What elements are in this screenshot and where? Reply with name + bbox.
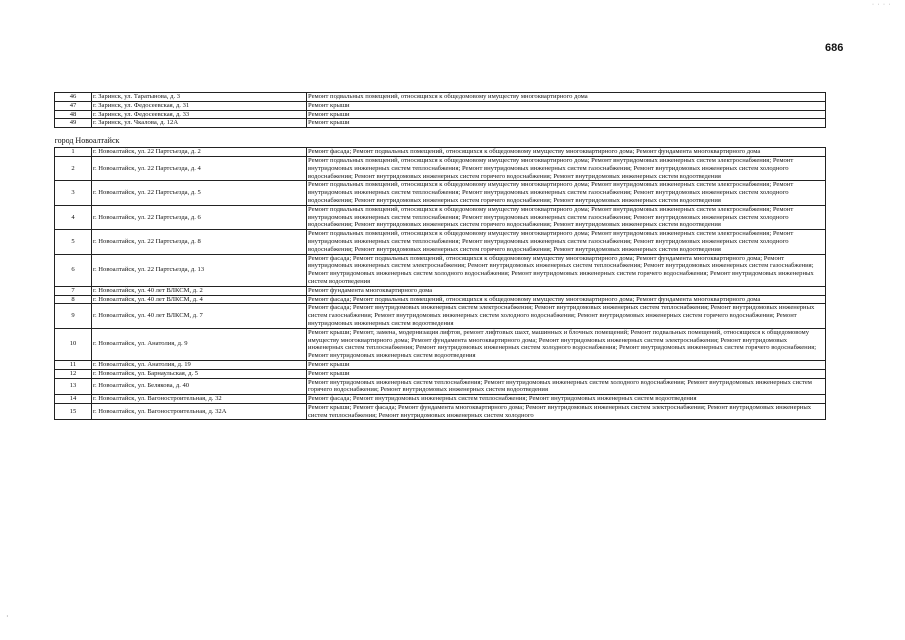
row-work-description: Ремонт фасада; Ремонт подвальных помещений, относящихся к общедомовому имуществу многоквартирного дома; Ремонт фундамента многоквартирного дома (307, 295, 826, 304)
city-heading: город Новоалтайск (54, 136, 120, 146)
row-number: 5 (55, 230, 92, 254)
table-row (55, 119, 826, 128)
row-work-description: Ремонт фасада; Ремонт внутридомовых инженерных систем теплоснабжения; Ремонт внутридомовых инженерных систем водоотведения (307, 395, 826, 404)
row-address: г. Новоалтайск, ул. 22 Партсъезда, д. 5 (92, 181, 307, 205)
row-address: г. Новоалтайск, ул. Анатолия, д. 9 (92, 328, 307, 360)
row-number: 47 (55, 101, 92, 110)
row-work-description: Ремонт подвальных помещений, относящихся к общедомовому имуществу многоквартирного дома; Ремонт внутридомовых инженерных систем электроснабжения; Ремонт внутридомовых инженерных систем теплоснабжения; Ремонт внутридомовых инженерных систем газоснабжения; Ремонт внутридомовых инженерных систем холодного водоснабжения; Ремонт внутридомовых инженерных систем горячего водоснабжения; Ремонт внутридомовых инженерных систем водоотведения (307, 181, 826, 205)
row-address: г. Заринск, ул. Федосеевская, д. 33 (92, 110, 307, 119)
table-row (55, 148, 826, 157)
row-number: 11 (55, 360, 92, 369)
row-number: 10 (55, 328, 92, 360)
scan-artifact: · · · · (872, 2, 892, 8)
row-address: г. Заринск, ул. Таратынова, д. 3 (92, 93, 307, 102)
repair-works-table (54, 92, 826, 420)
table-row (55, 101, 826, 110)
row-number: 13 (55, 378, 92, 395)
row-address: г. Новоалтайск, ул. 22 Партсъезда, д. 8 (92, 230, 307, 254)
row-work-description: Ремонт крыши (307, 101, 826, 110)
table-row (55, 403, 826, 420)
row-work-description: Ремонт крыши; Ремонт фасада; Ремонт фундамента многоквартирного дома; Ремонт внутридомовых инженерных систем электроснабжения; Ремонт внутридомовых инженерных систем теплоснабжения; Ремонт внутридомовых инженерных систем холодного (307, 403, 826, 420)
row-number: 7 (55, 286, 92, 295)
row-work-description: Ремонт внутридомовых инженерных систем теплоснабжения; Ремонт внутридомовых инженерных систем холодного водоснабжения; Ремонт внутридомовых инженерных систем горячего водоснабжения; Ремонт внутридомовых инженерных систем водоотведения (307, 378, 826, 395)
row-work-description: Ремонт крыши (307, 360, 826, 369)
row-number: 46 (55, 93, 92, 102)
row-work-description: Ремонт крыши (307, 119, 826, 128)
row-number: 8 (55, 295, 92, 304)
table-row (55, 395, 826, 404)
row-address: г. Новоалтайск, ул. 22 Партсъезда, д. 4 (92, 156, 307, 180)
row-work-description: Ремонт фасада; Ремонт внутридомовых инженерных систем электроснабжения; Ремонт внутридомовых инженерных систем теплоснабжения; Ремонт внутридомовых инженерных систем газоснабжения; Ремонт внутридомовых инженерных систем холодного водоснабжения; Ремонт внутридомовых инженерных систем горячего водоснабжения; Ремонт внутридомовых инженерных систем водоотведения (307, 304, 826, 328)
table-row (55, 328, 826, 360)
row-address: г. Новоалтайск, ул. 40 лет ВЛКСМ, д. 4 (92, 295, 307, 304)
row-address: г. Новоалтайск, ул. 22 Партсъезда, д. 13 (92, 254, 307, 286)
row-address: г. Новоалтайск, ул. Вагоностроительная, д. 32 (92, 395, 307, 404)
row-number: 3 (55, 181, 92, 205)
row-address: г. Новоалтайск, ул. Вагоностроительная, д. 32А (92, 403, 307, 420)
row-work-description: Ремонт фасада; Ремонт подвальных помещений, относящихся к общедомовому имуществу многоквартирного дома; Ремонт фундамента многоквартирного дома (307, 148, 826, 157)
row-number: 12 (55, 369, 92, 378)
table-row (55, 295, 826, 304)
city-rows-group (55, 148, 826, 420)
row-address: г. Новоалтайск, ул. Анатолия, д. 19 (92, 360, 307, 369)
city-section-header (55, 128, 826, 148)
table-row (55, 304, 826, 328)
page-number: 686 (825, 42, 844, 54)
row-number: 2 (55, 156, 92, 180)
table-row (55, 360, 826, 369)
row-work-description: Ремонт подвальных помещений, относящихся к общедомовому имуществу многоквартирного дома; Ремонт внутридомовых инженерных систем электроснабжения; Ремонт внутридомовых инженерных систем теплоснабжения; Ремонт внутридомовых инженерных систем газоснабжения; Ремонт внутридомовых инженерных систем холодного водоснабжения; Ремонт внутридомовых инженерных систем горячего водоснабжения; Ремонт внутридомовых инженерных систем водоотведения (307, 156, 826, 180)
top-rows-group (55, 93, 826, 128)
row-number: 49 (55, 119, 92, 128)
scan-artifact-mark: · (6, 612, 9, 621)
table-row (55, 110, 826, 119)
row-address: г. Новоалтайск, ул. Белякова, д. 40 (92, 378, 307, 395)
table-row (55, 181, 826, 205)
row-address: г. Новоалтайск, ул. 22 Партсъезда, д. 2 (92, 148, 307, 157)
table-row (55, 369, 826, 378)
row-work-description: Ремонт фасада; Ремонт подвальных помещений, относящихся к общедомовому имуществу многоквартирного дома; Ремонт фундамента многоквартирного дома; Ремонт внутридомовых инженерных систем электроснабжения; Ремонт внутридомовых инженерных систем теплоснабжения; Ремонт внутридомовых инженерных систем газоснабжения; Ремонт внутридомовых инженерных систем холодного водоснабжения; Ремонт внутридомовых инженерных систем горячего водоснабжения; Ремонт внутридомовых инженерных систем водоотведения (307, 254, 826, 286)
table-row (55, 230, 826, 254)
table-row (55, 93, 826, 102)
row-address: г. Новоалтайск, ул. Барнаульская, д. 5 (92, 369, 307, 378)
row-work-description: Ремонт крыши; Ремонт, замена, модернизация лифтов, ремонт лифтовых шахт, машинных и блочных помещений; Ремонт подвальных помещений, относящихся к общедомовому имуществу многоквартирного дома; Ремонт фундамента многоквартирного дома; Ремонт внутридомовых инженерных систем электроснабжения; Ремонт внутридомовых инженерных систем теплоснабжения; Ремонт внутридомовых инженерных систем холодного водоснабжения; Ремонт внутридомовых инженерных систем горячего водоснабжения; Ремонт внутридомовых инженерных систем водоотведения (307, 328, 826, 360)
table-row (55, 254, 826, 286)
row-address: г. Заринск, ул. Федосеевская, д. 31 (92, 101, 307, 110)
row-address: г. Новоалтайск, ул. 40 лет ВЛКСМ, д. 2 (92, 286, 307, 295)
table-row (55, 156, 826, 180)
row-address: г. Новоалтайск, ул. 22 Партсъезда, д. 6 (92, 205, 307, 229)
row-work-description: Ремонт подвальных помещений, относящихся к общедомовому имуществу многоквартирного дома; Ремонт внутридомовых инженерных систем электроснабжения; Ремонт внутридомовых инженерных систем теплоснабжения; Ремонт внутридомовых инженерных систем газоснабжения; Ремонт внутридомовых инженерных систем холодного водоснабжения; Ремонт внутридомовых инженерных систем горячего водоснабжения; Ремонт внутридомовых инженерных систем водоотведения (307, 205, 826, 229)
row-work-description: Ремонт подвальных помещений, относящихся к общедомовому имуществу многоквартирного дома; Ремонт внутридомовых инженерных систем электроснабжения; Ремонт внутридомовых инженерных систем теплоснабжения; Ремонт внутридомовых инженерных систем газоснабжения; Ремонт внутридомовых инженерных систем холодного водоснабжения; Ремонт внутридомовых инженерных систем горячего водоснабжения; Ремонт внутридомовых инженерных систем водоотведения (307, 230, 826, 254)
row-number: 15 (55, 403, 92, 420)
table-row (55, 378, 826, 395)
row-work-description: Ремонт подвальных помещений, относящихся к общедомовому имуществу многоквартирного дома (307, 93, 826, 102)
row-number: 48 (55, 110, 92, 119)
row-number: 4 (55, 205, 92, 229)
row-address: г. Заринск, ул. Чкалова, д. 12А (92, 119, 307, 128)
row-work-description: Ремонт фундамента многоквартирного дома (307, 286, 826, 295)
row-number: 14 (55, 395, 92, 404)
row-address: г. Новоалтайск, ул. 40 лет ВЛКСМ, д. 7 (92, 304, 307, 328)
row-number: 6 (55, 254, 92, 286)
table-row (55, 205, 826, 229)
table-row (55, 286, 826, 295)
row-work-description: Ремонт крыши (307, 369, 826, 378)
row-number: 9 (55, 304, 92, 328)
row-number: 1 (55, 148, 92, 157)
row-work-description: Ремонт крыши (307, 110, 826, 119)
city-heading-row (55, 134, 826, 148)
